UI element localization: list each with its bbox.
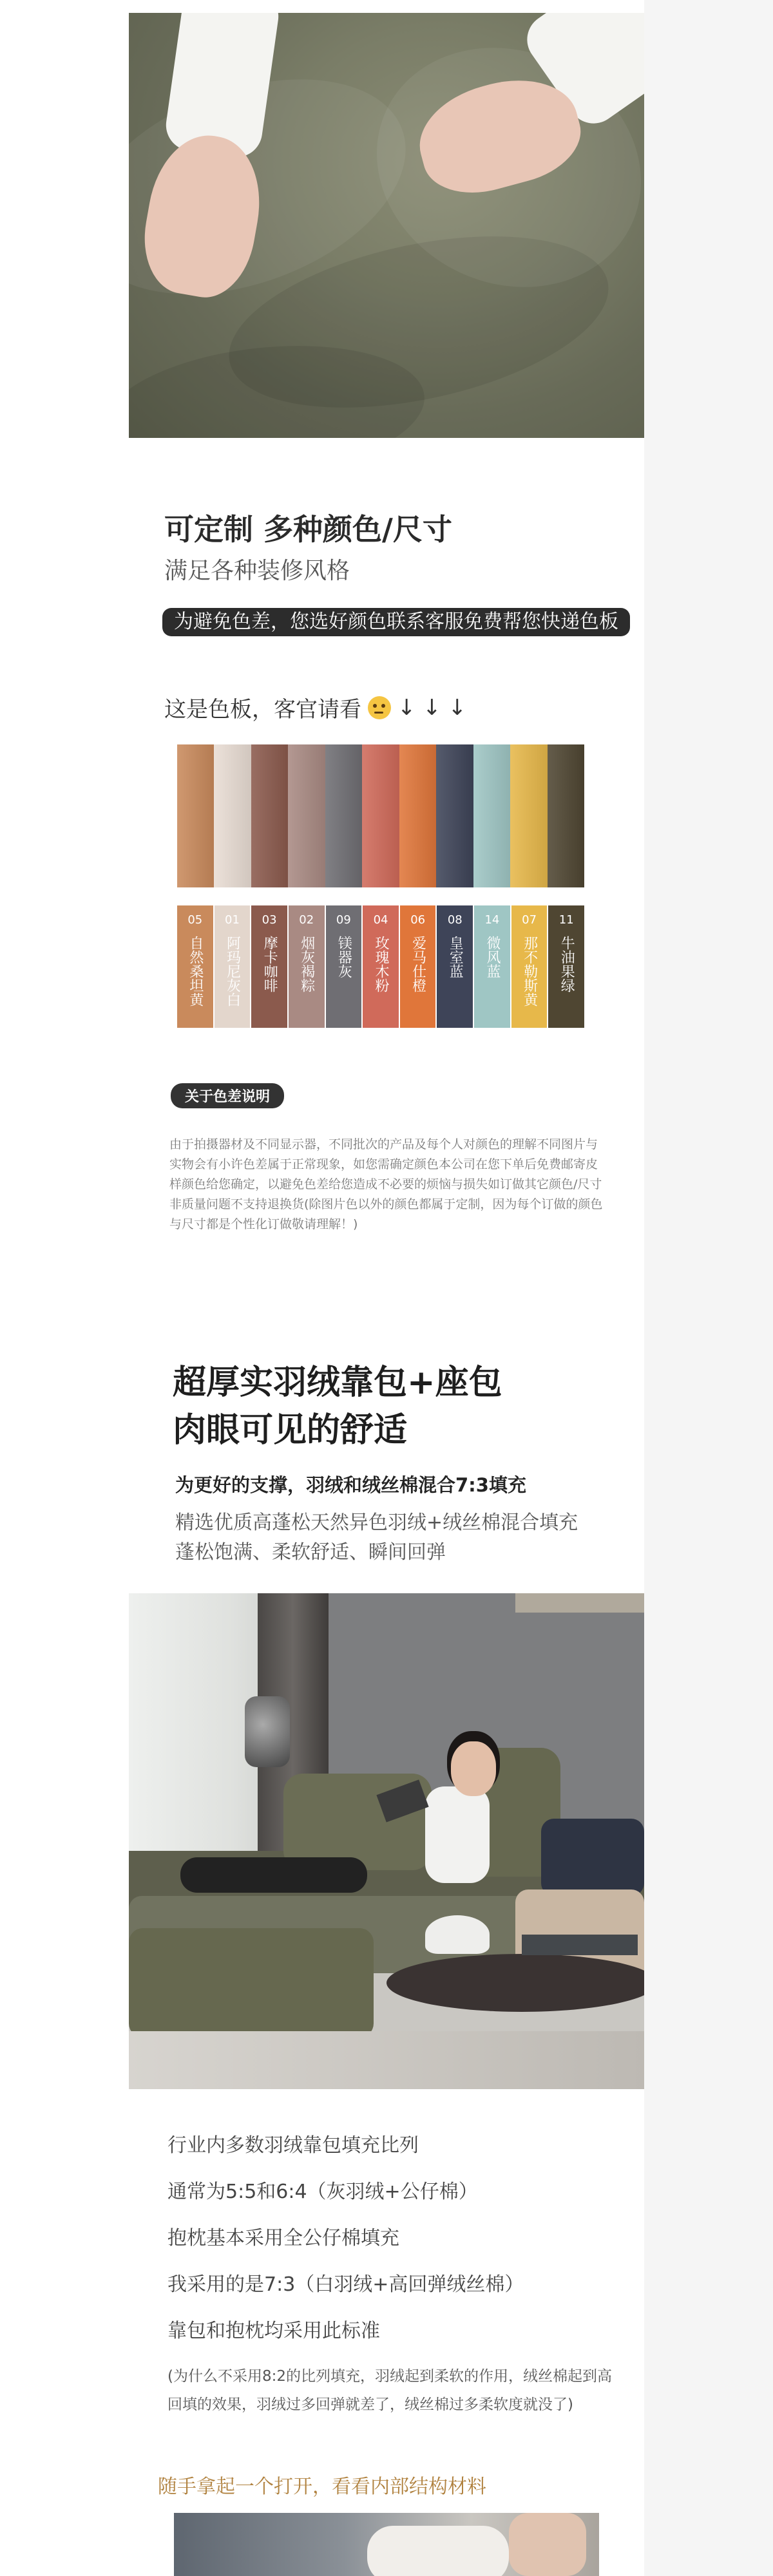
chip-code: 02: [299, 913, 314, 927]
color-chip: [251, 905, 287, 1028]
swatch-08: [436, 744, 473, 887]
comfort-desc-line1: 精选优质高蓬松天然异色羽绒+绒丝棉混合填充: [175, 1511, 578, 1534]
chip-code: 11: [558, 913, 574, 927]
chip-name: 那不勒斯黄: [521, 936, 538, 1007]
chip-name: 摩卡咖啡: [262, 936, 278, 992]
comfort-title-line2: 肉眼可见的舒适: [173, 1411, 408, 1450]
arrow-down-icon: ↓ ↓ ↓: [397, 694, 467, 721]
color-chip: [400, 905, 436, 1028]
color-chip: [177, 905, 213, 1028]
customize-subtitle: 满足各种装修风格: [164, 558, 350, 584]
swatch-01: [214, 744, 251, 887]
rug: [129, 2031, 644, 2089]
ottoman: [129, 1928, 374, 2038]
sofa-living-room-photo: [129, 1593, 644, 2089]
leather-swatch-strip: [177, 744, 584, 887]
books: [522, 1935, 638, 1955]
color-note-text: 由于拍摄器材及不同显示器，不同批次的产品及每个人对颜色的理解不同图片与实物会有小许色差属于正常现象，如您需确定颜色本公司在您下单后免费邮寄皮样颜色给您确定，以避免色差给您造成不必要的烦恼与损失如订做其它颜色/尺寸非质量问题不支持退换货(除图片色以外的颜色都属于定制，因为每个订做的颜色与尺寸都是个性化订做敬请理解！): [169, 1137, 603, 1231]
leather-texture-photo: [129, 13, 644, 438]
fill-ratio-note: (为什么不采用8:2的比列填充，羽绒起到柔软的作用，绒丝棉起到高回填的效果，羽绒过多回弹就差了，绒丝棉过多柔软度就没了): [167, 2368, 612, 2413]
chip-code: 08: [447, 913, 463, 927]
customize-title: 可定制 多种颜色/尺寸: [164, 512, 452, 547]
chip-name: 皇室蓝: [447, 936, 464, 978]
coffee-table: [386, 1954, 644, 2012]
comfort-support-line: 为更好的支撑，羽绒和绒丝棉混合7:3填充: [175, 1474, 526, 1496]
comfort-title-line1: 超厚实羽绒靠包+座包: [173, 1363, 502, 1402]
swatch-14: [473, 744, 510, 887]
chip-code: 05: [187, 913, 203, 927]
woman-torso: [425, 1786, 490, 1883]
navy-pillow: [541, 1819, 644, 1896]
chip-name: 爱马仕橙: [410, 936, 426, 992]
chip-code: 07: [522, 913, 537, 927]
color-note-tag: 关于色差说明: [171, 1083, 284, 1108]
floor-lamp: [245, 1696, 290, 1767]
fill-ratio-line-1: 行业内多数羽绒靠包填充比列: [167, 2134, 419, 2157]
open-cushion-cta: 随手拿起一个打开，看看内部结构材料: [158, 2476, 486, 2498]
chip-code: 14: [484, 913, 500, 927]
chip-code: 03: [262, 913, 277, 927]
chip-name: 牛油果绿: [558, 936, 575, 992]
swatch-09: [325, 744, 362, 887]
swatch-03: [251, 744, 288, 887]
color-chip: [474, 905, 510, 1028]
thinking-face-icon: [368, 696, 391, 719]
swatch-11: [548, 744, 584, 887]
fill-ratio-line-2: 通常为5:5和6:4（灰羽绒+公仔棉）: [167, 2181, 478, 2203]
fill-ratio-line-5: 靠包和抱枕均采用此标准: [167, 2320, 380, 2342]
color-chip: [215, 905, 251, 1028]
chip-name: 烟灰褐粽: [298, 936, 315, 992]
chip-code: 09: [336, 913, 351, 927]
fill-ratio-line-4: 我采用的是7:3（白羽绒+高回弹绒丝棉）: [167, 2273, 524, 2296]
wall-art: [515, 1593, 644, 1613]
chip-code: 06: [410, 913, 426, 927]
cushion-opening-photo: [174, 2513, 599, 2576]
chip-code: 04: [373, 913, 388, 927]
table-bowl: [425, 1915, 490, 1954]
woman-head: [451, 1741, 496, 1796]
swatch-06: [399, 744, 436, 887]
swatch-prompt-row: [164, 692, 466, 723]
color-chip: [289, 905, 325, 1028]
chip-code: 01: [225, 913, 240, 927]
color-chip: [511, 905, 548, 1028]
swatch-prompt-text: 这是色板，客官请看: [164, 697, 361, 723]
fill-ratio-line-3: 抱枕基本采用全公仔棉填充: [167, 2227, 399, 2249]
color-chip: [326, 905, 362, 1028]
swatch-07: [510, 744, 547, 887]
swatch-05: [177, 744, 214, 887]
color-chip: [363, 905, 399, 1028]
swatch-notice-pill: 为避免色差，您选好颜色联系客服免费帮您快递色板: [162, 608, 630, 636]
chip-name: 阿玛尼灰白: [224, 936, 241, 1007]
chip-name: 玫瑰木粉: [373, 936, 390, 992]
woman-legs: [180, 1857, 367, 1893]
color-chip-row: [177, 905, 584, 1028]
swatch-04: [362, 744, 399, 887]
chip-name: 镁器灰: [336, 936, 352, 978]
color-chip: [437, 905, 473, 1028]
swatch-02: [288, 744, 325, 887]
chip-name: 微风蓝: [484, 936, 501, 978]
color-chip: [548, 905, 584, 1028]
chip-name: 自然桑坦黄: [187, 936, 204, 1007]
comfort-desc-line2: 蓬松饱满、柔软舒适、瞬间回弹: [175, 1541, 446, 1564]
